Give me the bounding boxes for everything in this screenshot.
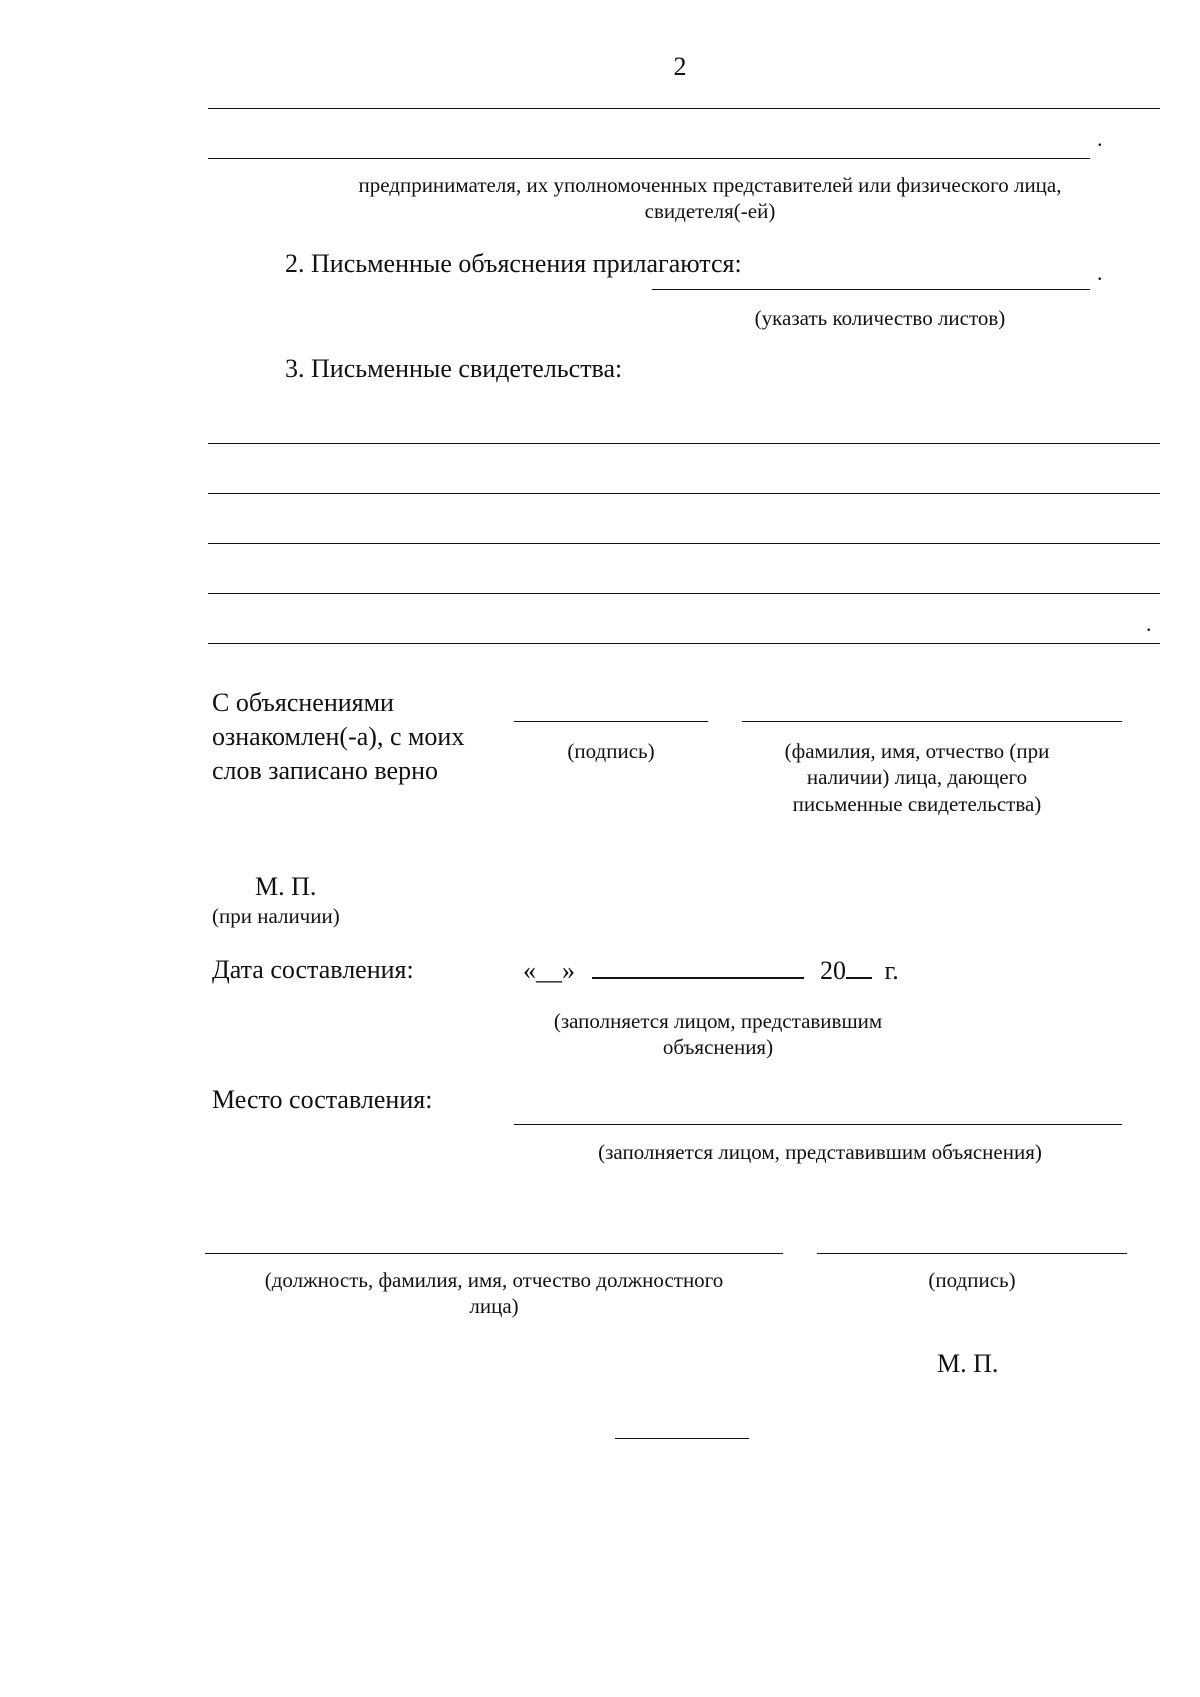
item2-period: . xyxy=(1097,260,1103,285)
stamp1-note: (при наличии) xyxy=(212,904,340,928)
item2-fill-line xyxy=(652,289,1090,290)
item3-fill-line-1 xyxy=(208,443,1160,444)
ack-fio-note: (фамилия, имя, отчество (при наличии) лица, дающего письменные свидетельства) xyxy=(784,739,1050,816)
date-day-field[interactable]: «__» xyxy=(523,956,575,985)
official-position-line[interactable] xyxy=(205,1253,783,1254)
date-note-line2: объяснения) xyxy=(662,1035,774,1060)
date-label: Дата составления: xyxy=(212,955,414,984)
item2-note: (указать количество листов) xyxy=(754,306,1006,330)
item3-fill-line-5 xyxy=(208,643,1160,644)
official-signature-note: (подпись) xyxy=(928,1268,1016,1292)
date-note-line1: (заполняется лицом, представившим xyxy=(553,1009,883,1033)
ack-signature-note: (подпись) xyxy=(567,739,655,763)
place-label: Место составления: xyxy=(212,1085,433,1114)
item3-fill-line-2 xyxy=(208,493,1160,494)
place-note: (заполняется лицом, представившим объяснения) xyxy=(598,1140,1042,1164)
representative-note xyxy=(200,172,1200,225)
item2-label: 2. Письменные объяснения прилагаются: xyxy=(285,249,742,278)
acknowledgement-text: С объяснениями ознакомлен(-а), с моих слов записано верно xyxy=(212,688,465,785)
item3-fill-line-4 xyxy=(208,593,1160,594)
official-position-note xyxy=(205,1267,783,1320)
representative-note-line1: предпринимателя, их уполномоченных представителей или физического лица, xyxy=(358,173,1062,197)
date-year-field[interactable] xyxy=(846,953,872,979)
date-fields xyxy=(523,953,899,988)
stamp1-label: М. П. xyxy=(255,872,317,901)
official-position-note-line1: (должность, фамилия, имя, отчество должностного xyxy=(264,1268,724,1292)
page-number: 2 xyxy=(673,52,687,81)
official-stamp-label: М. П. xyxy=(937,1349,999,1378)
item3-period: . xyxy=(1146,611,1152,636)
representative-note-line2: свидетеля(-ей) xyxy=(644,199,776,224)
date-year-suffix: г. xyxy=(884,956,899,985)
item3-fill-line-3 xyxy=(208,543,1160,544)
official-position-note-line2: лица) xyxy=(469,1294,519,1319)
top-fill-period: . xyxy=(1097,126,1103,151)
date-note xyxy=(508,1008,928,1061)
place-fill-line[interactable] xyxy=(514,1124,1122,1125)
date-year-prefix: 20 xyxy=(820,956,846,985)
ack-signature-line xyxy=(514,721,708,722)
ack-fio-line xyxy=(742,721,1122,722)
top-fill-line xyxy=(208,158,1090,159)
top-rule xyxy=(208,108,1160,109)
closing-rule xyxy=(615,1438,749,1439)
item3-label: 3. Письменные свидетельства: xyxy=(285,354,623,383)
official-signature-line[interactable] xyxy=(817,1253,1127,1254)
date-month-field[interactable] xyxy=(592,953,804,979)
